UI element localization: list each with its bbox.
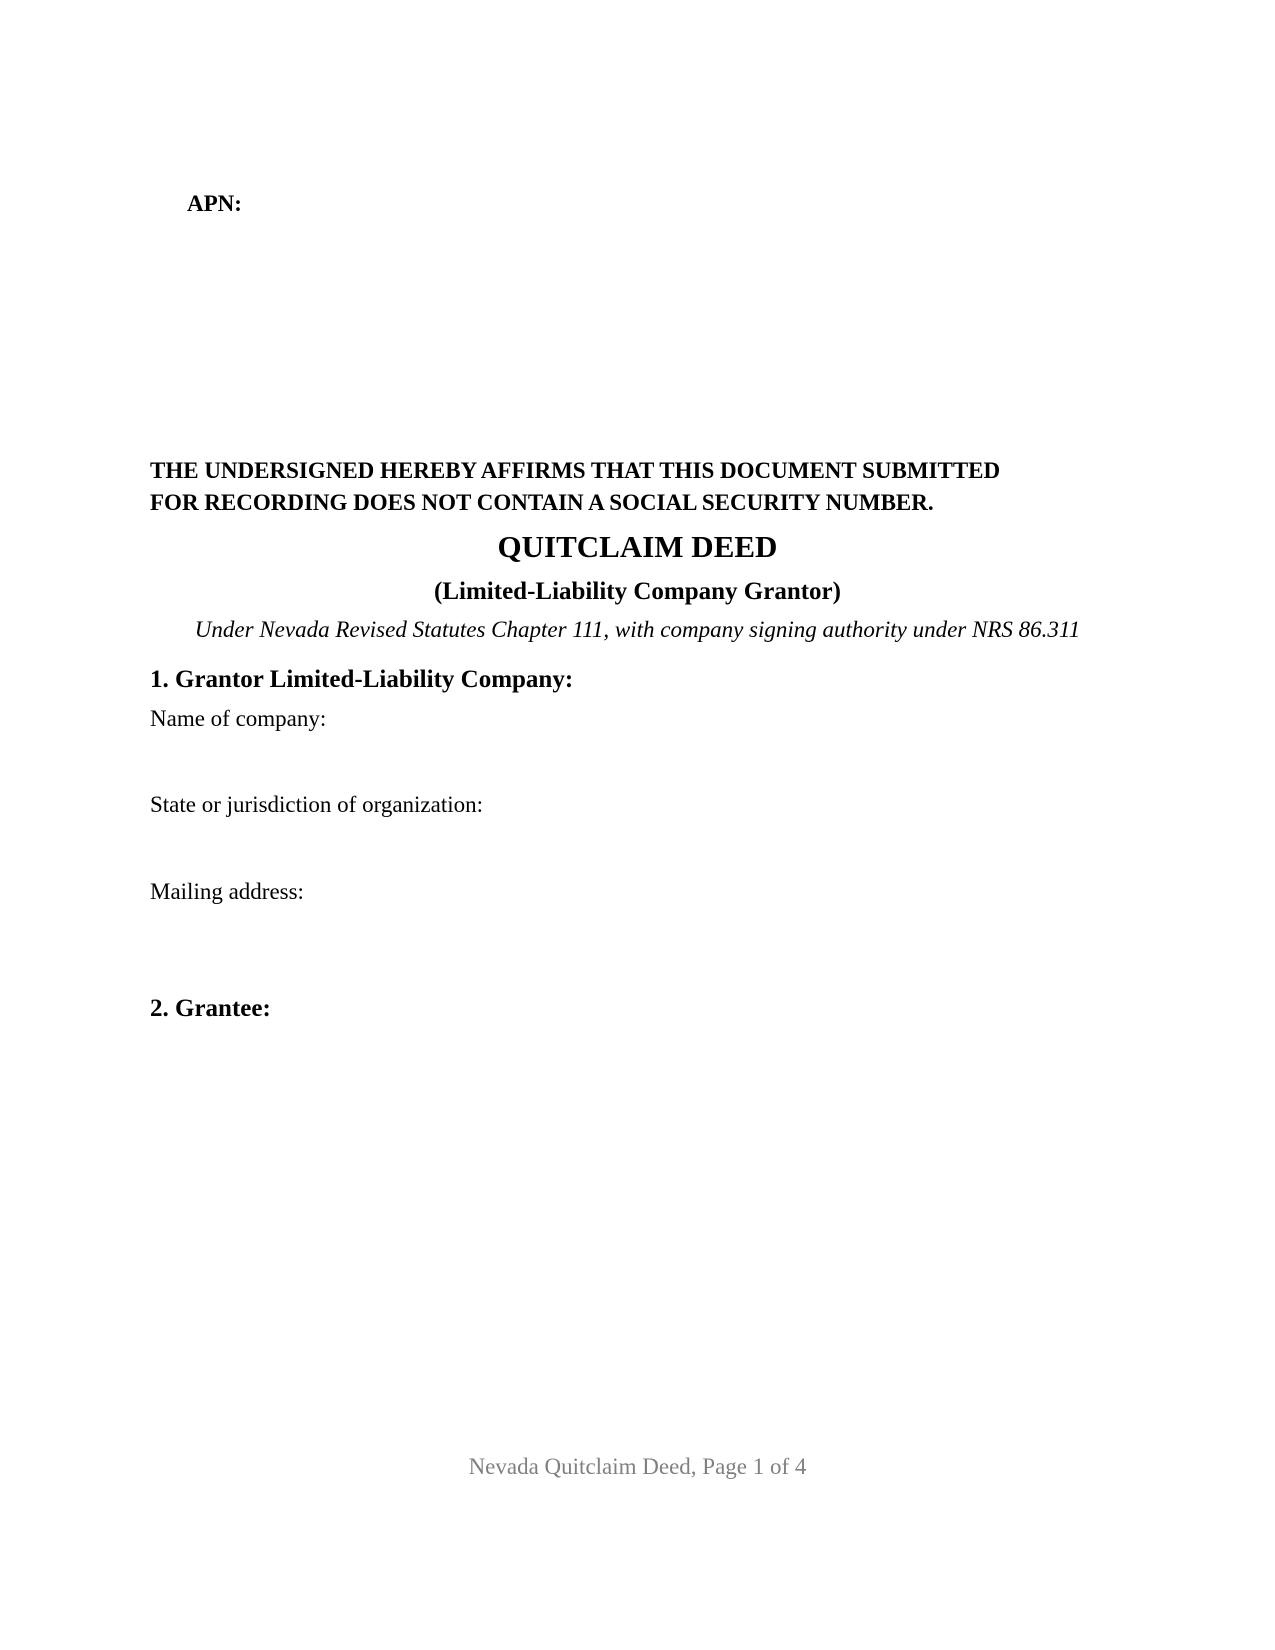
mailing-address-label: Mailing address: [150, 879, 304, 904]
ssn-affirmation [150, 455, 1000, 519]
jurisdiction-label: State or jurisdiction of organization: [150, 792, 484, 817]
ssn-affirmation-line-2: FOR RECORDING DOES NOT CONTAIN A SOCIAL SECURITY NUMBER. [150, 490, 934, 515]
company-name-label: Name of company: [150, 706, 327, 731]
ssn-affirmation-line-1: THE UNDERSIGNED HEREBY AFFIRMS THAT THIS DOCUMENT SUBMITTED [150, 458, 1001, 483]
document-title: QUITCLAIM DEED [497, 529, 778, 564]
section-1-heading: 1. Grantor Limited-Liability Company: [150, 666, 574, 693]
page-footer: Nevada Quitclaim Deed, Page 1 of 4 [468, 1454, 807, 1479]
document-subtitle: (Limited-Liability Company Grantor) [434, 578, 841, 605]
apn-label: APN: [187, 191, 242, 216]
section-2-heading: 2. Grantee: [150, 995, 271, 1022]
statute-reference: Under Nevada Revised Statutes Chapter 111, with company signing authority under NRS 86.311 [194, 617, 1081, 642]
